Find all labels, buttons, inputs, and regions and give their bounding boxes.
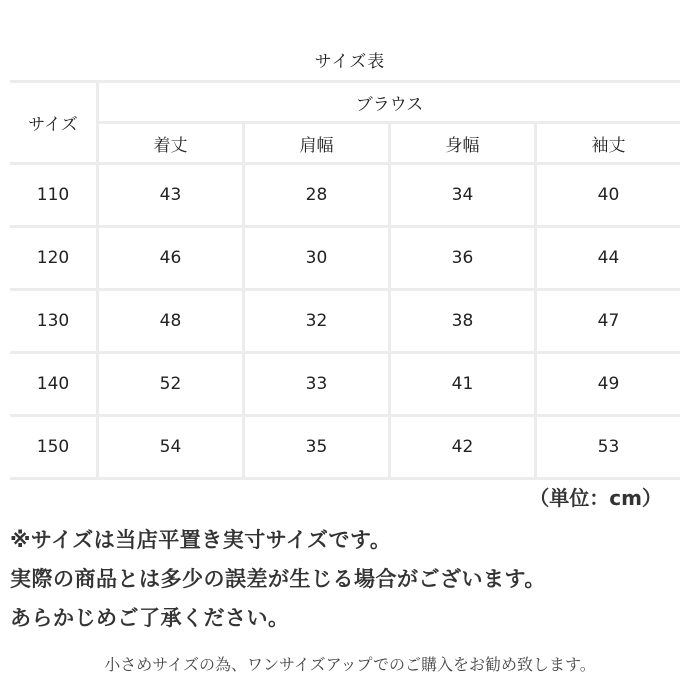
value-cell: 43 <box>96 162 242 225</box>
value-cell: 54 <box>96 414 242 480</box>
size-cell: 110 <box>10 162 96 225</box>
column-header-width: 身幅 <box>388 121 534 162</box>
blouse-group-header: ブラウス <box>96 80 680 121</box>
footer-note: 小さめサイズの為、ワンサイズアップでのご購入をお勧め致します。 <box>104 655 596 674</box>
table-row <box>10 351 680 414</box>
column-header-length: 着丈 <box>96 121 242 162</box>
value-cell: 49 <box>534 351 680 414</box>
value-cell: 52 <box>96 351 242 414</box>
value-cell: 35 <box>242 414 388 480</box>
note-line: ※サイズは当店平置き実寸サイズです。 <box>10 528 392 552</box>
size-cell: 140 <box>10 351 96 414</box>
value-cell: 48 <box>96 288 242 351</box>
size-table <box>10 80 680 480</box>
note-line: 実際の商品とは多少の誤差が生じる場合がございます。 <box>10 567 546 591</box>
table-subheader-row <box>10 121 680 162</box>
value-cell: 42 <box>388 414 534 480</box>
column-header-shoulder: 肩幅 <box>242 121 388 162</box>
value-cell: 32 <box>242 288 388 351</box>
value-cell: 38 <box>388 288 534 351</box>
page-title: サイズ表 <box>314 52 386 72</box>
note-line: あらかじめご了承ください。 <box>10 606 290 630</box>
column-header-sleeve: 袖丈 <box>534 121 680 162</box>
value-cell: 46 <box>96 225 242 288</box>
table-row <box>10 414 680 480</box>
size-cell: 120 <box>10 225 96 288</box>
unit-note: （単位：cm） <box>529 486 662 510</box>
value-cell: 33 <box>242 351 388 414</box>
value-cell: 44 <box>534 225 680 288</box>
value-cell: 40 <box>534 162 680 225</box>
value-cell: 36 <box>388 225 534 288</box>
table-header-row <box>10 80 680 121</box>
size-column-header: サイズ <box>10 80 96 162</box>
value-cell: 53 <box>534 414 680 480</box>
value-cell: 28 <box>242 162 388 225</box>
value-cell: 34 <box>388 162 534 225</box>
table-row <box>10 225 680 288</box>
table-row <box>10 288 680 351</box>
size-cell: 130 <box>10 288 96 351</box>
value-cell: 41 <box>388 351 534 414</box>
table-row <box>10 162 680 225</box>
size-cell: 150 <box>10 414 96 480</box>
value-cell: 30 <box>242 225 388 288</box>
value-cell: 47 <box>534 288 680 351</box>
